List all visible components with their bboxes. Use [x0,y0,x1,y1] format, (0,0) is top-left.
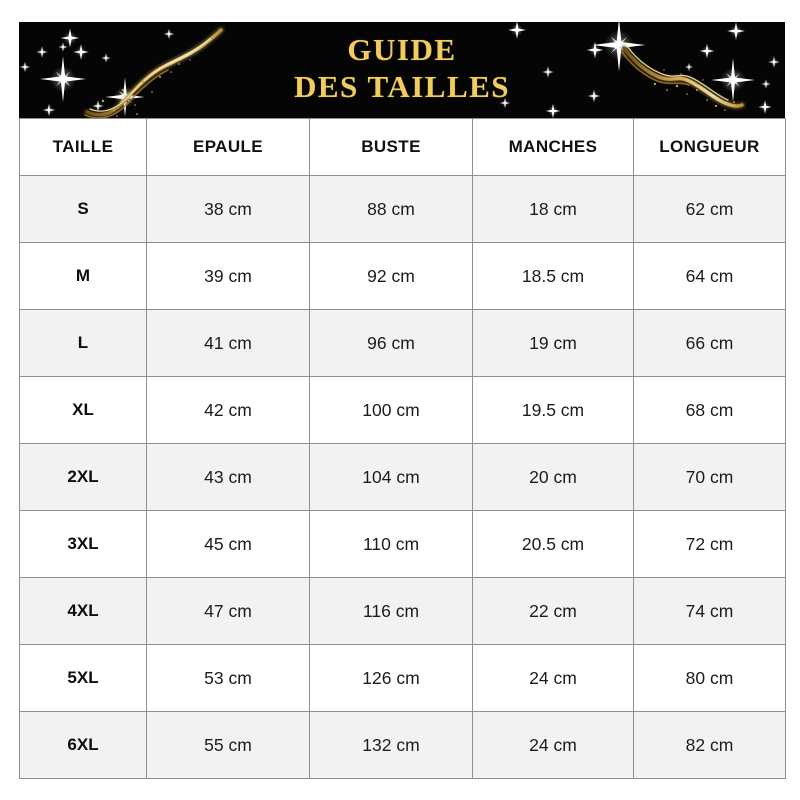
page-title [19,22,785,118]
column-header-manches: MANCHES [473,119,634,176]
table-row-xl [20,377,786,444]
header-row [20,119,786,176]
size-table [19,118,786,779]
manches-cell: 19 cm [473,310,634,377]
column-header-taille: TAILLE [20,119,147,176]
longueur-cell: 72 cm [634,511,786,578]
longueur-cell: 80 cm [634,645,786,712]
buste-cell: 126 cm [310,645,473,712]
epaule-cell: 45 cm [147,511,310,578]
size-cell: 2XL [20,444,147,511]
epaule-cell: 39 cm [147,243,310,310]
size-cell: M [20,243,147,310]
longueur-cell: 82 cm [634,712,786,779]
table-row-6xl [20,712,786,779]
manches-cell: 18.5 cm [473,243,634,310]
epaule-cell: 43 cm [147,444,310,511]
column-header-epaule: EPAULE [147,119,310,176]
size-cell: XL [20,377,147,444]
banner [19,22,785,118]
column-header-longueur: LONGUEUR [634,119,786,176]
title-line-1: GUIDE [347,32,457,67]
buste-cell: 96 cm [310,310,473,377]
column-header-buste: BUSTE [310,119,473,176]
size-cell: 3XL [20,511,147,578]
size-cell: 5XL [20,645,147,712]
title-line-2: DES TAILLES [293,69,511,104]
manches-cell: 24 cm [473,645,634,712]
manches-cell: 18 cm [473,176,634,243]
size-cell: 6XL [20,712,147,779]
table-row-4xl [20,578,786,645]
epaule-cell: 38 cm [147,176,310,243]
manches-cell: 20.5 cm [473,511,634,578]
longueur-cell: 62 cm [634,176,786,243]
longueur-cell: 68 cm [634,377,786,444]
size-cell: S [20,176,147,243]
manches-cell: 24 cm [473,712,634,779]
epaule-cell: 55 cm [147,712,310,779]
size-cell: L [20,310,147,377]
buste-cell: 116 cm [310,578,473,645]
longueur-cell: 74 cm [634,578,786,645]
buste-cell: 104 cm [310,444,473,511]
longueur-cell: 66 cm [634,310,786,377]
buste-cell: 110 cm [310,511,473,578]
manches-cell: 20 cm [473,444,634,511]
size-cell: 4XL [20,578,147,645]
buste-cell: 88 cm [310,176,473,243]
epaule-cell: 42 cm [147,377,310,444]
manches-cell: 22 cm [473,578,634,645]
table-row-s [20,176,786,243]
table-row-3xl [20,511,786,578]
longueur-cell: 64 cm [634,243,786,310]
table-row-2xl [20,444,786,511]
longueur-cell: 70 cm [634,444,786,511]
buste-cell: 92 cm [310,243,473,310]
epaule-cell: 53 cm [147,645,310,712]
table-row-m [20,243,786,310]
epaule-cell: 47 cm [147,578,310,645]
buste-cell: 132 cm [310,712,473,779]
table-row-5xl [20,645,786,712]
table-row-l [20,310,786,377]
epaule-cell: 41 cm [147,310,310,377]
buste-cell: 100 cm [310,377,473,444]
manches-cell: 19.5 cm [473,377,634,444]
